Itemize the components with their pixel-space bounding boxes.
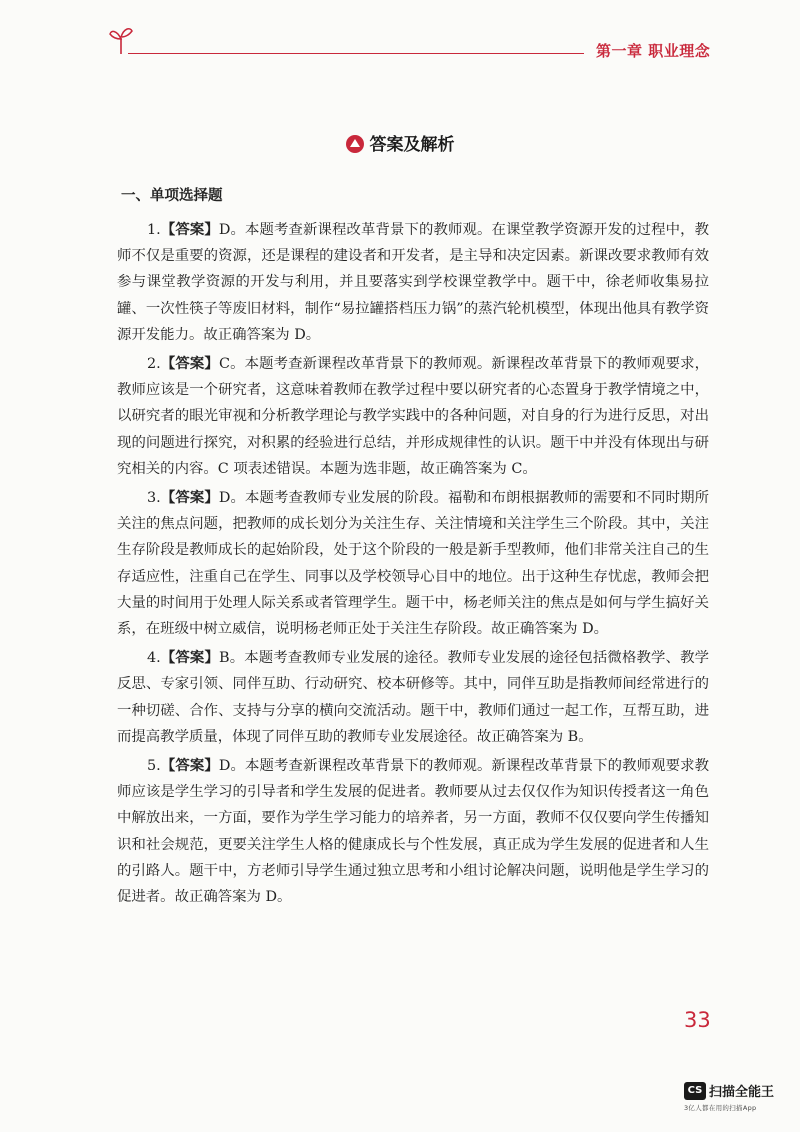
chapter-title: 第一章 职业理念 [596, 42, 711, 60]
answer-content [117, 183, 709, 913]
answer-text: B。本题考查教师专业发展的途径。教师专业发展的途径包括微格教学、教学反思、专家引领、同伴互助、行动研究、校本研修等。其中，同伴互助是指教师间经常进行的一种切磋、合作、支持与分享的横向交流活动。题干中，教师们通过一起工作，互帮互助，进而提高教学质量，体现了同伴互助的教师专业发展途径。故正确答案为 B。 [117, 650, 709, 745]
header-rule [128, 53, 584, 54]
question-type-heading: 一、单项选择题 [121, 188, 223, 204]
watermark-name: 扫描全能王 [709, 1085, 775, 1100]
answer-paragraph [117, 351, 709, 482]
answer-tag: 【答案】 [160, 758, 219, 775]
answer-text: D。本题考查新课程改革背景下的教师观。在课堂教学资源开发的过程中，教师不仅是重要的资源，还是课程的建设者和开发者，是主导和决定因素。新课改要求教师有效参与课堂教学资源的开发与利用，并且要落实到学校课堂教学中。题干中，徐老师收集易拉罐、一次性筷子等废旧材料，制作“易拉罐搭档压力锅”的蒸汽轮机模型，体现出他具有教学资源开发能力。故正确答案为 D。 [117, 222, 709, 343]
section-heading [0, 130, 800, 155]
answer-number: 2. [147, 356, 161, 373]
page-header [0, 0, 800, 80]
answer-text: D。本题考查新课程改革背景下的教师观。新课程改革背景下的教师观要求教师应该是学生学习的引导者和学生发展的促进者。教师要从过去仅仅作为知识传授者这一角色中解放出来，一方面，要作为学生学习能力的培养者，另一方面，教师不仅仅要向学生传播知识和社会规范，更要关注学生人格的健康成长与个性发展，真正成为学生发展的促进者和人生的引路人。题干中，方老师引导学生通过独立思考和小组讨论解决问题，说明他是学生学习的促进者。故正确答案为 D。 [117, 758, 709, 906]
camscanner-logo-icon: CS [684, 1082, 706, 1100]
answer-text: D。本题考查教师专业发展的阶段。福勒和布朗根据教师的需要和不同时期所关注的焦点问题，把教师的成长划分为关注生存、关注情境和关注学生三个阶段。其中，关注生存阶段是教师成长的起始阶段，处于这个阶段的一般是新手型教师，他们非常关注自己的生存适应性，注重自己在学生、同事以及学校领导心目中的地位。出于这种生存忧虑，教师会把大量的时间用于处理人际关系或者管理学生。题干中，杨老师关注的焦点是如何与学生搞好关系，在班级中树立威信，说明杨老师正处于关注生存阶段。故正确答案为 D。 [117, 490, 709, 638]
triangle-badge-icon [346, 135, 364, 153]
watermark-tagline: 3亿人都在用的扫描App [684, 1104, 757, 1112]
page-number: 33 [684, 1008, 711, 1032]
answer-number: 3. [147, 490, 161, 507]
answer-tag: 【答案】 [160, 356, 219, 373]
answer-tag: 【答案】 [160, 650, 219, 667]
section-heading-text: 答案及解析 [369, 135, 455, 155]
answer-number: 1. [147, 222, 161, 238]
answer-paragraph [117, 485, 709, 642]
sprout-icon [108, 24, 134, 56]
answer-tag: 【答案】 [160, 490, 219, 507]
answer-paragraph [117, 753, 709, 910]
answer-number: 4. [147, 650, 161, 667]
answer-paragraph [117, 217, 709, 348]
answer-number: 5. [147, 758, 161, 775]
answer-tag: 【答案】 [160, 222, 219, 238]
answer-text: C。本题考查新课程改革背景下的教师观。新课程改革背景下的教师观要求，教师应该是一个研究者，这意味着教师在教学过程中要以研究者的心态置身于教学情境之中，以研究者的眼光审视和分析教学理论与教学实践中的各种问题，对自身的行为进行反思，对出现的问题进行探究，对积累的经验进行总结，并形成规律性的认识。题干中并没有体现出与研究相关的内容。C 项表述错误。本题为选非题，故正确答案为 C。 [117, 356, 709, 477]
answer-paragraph [117, 645, 709, 750]
scanner-watermark [684, 1080, 794, 1112]
